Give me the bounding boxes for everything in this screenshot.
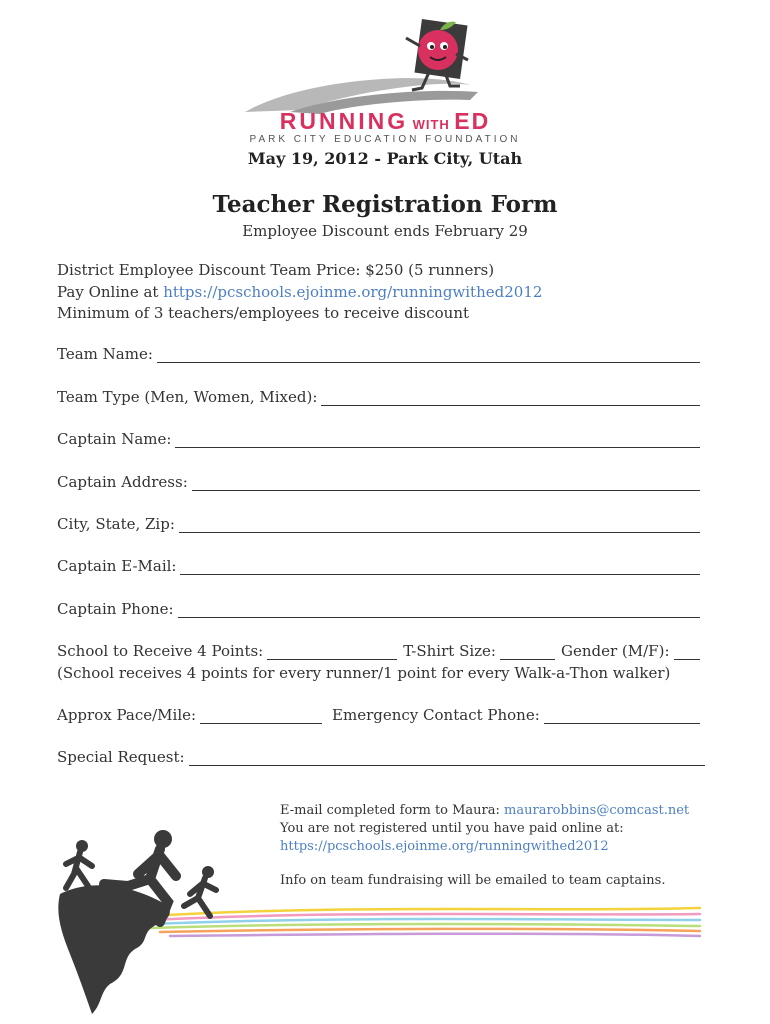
emergency-phone-input[interactable] bbox=[544, 709, 700, 724]
brand-with: WITH bbox=[412, 117, 450, 132]
team-name-field bbox=[57, 345, 700, 363]
team-name-label: Team Name: bbox=[57, 345, 153, 363]
captain-address-input[interactable] bbox=[192, 476, 700, 491]
school-points-note: (School receives 4 points for every runner/1 point for every Walk-a-Thon walker) bbox=[57, 664, 671, 682]
pay-online-line bbox=[57, 283, 542, 301]
price-line: District Employee Discount Team Price: $250 (5 runners) bbox=[57, 261, 495, 279]
runners-silhouette-graphic bbox=[0, 824, 770, 1024]
city-state-zip-field bbox=[57, 515, 700, 533]
captain-name-field bbox=[57, 430, 700, 448]
minimum-line: Minimum of 3 teachers/employees to receive discount bbox=[57, 304, 470, 322]
email-address-link[interactable]: maurarobbins@comcast.net bbox=[504, 803, 690, 818]
captain-name-label: Captain Name: bbox=[57, 430, 172, 448]
pay-online-link[interactable]: https://pcschools.ejoinme.org/runningwithed2012 bbox=[163, 283, 543, 301]
gender-label: Gender (M/F): bbox=[560, 642, 670, 660]
captain-address-field bbox=[57, 473, 700, 491]
team-name-input[interactable] bbox=[157, 348, 700, 363]
tshirt-size-input[interactable] bbox=[500, 645, 555, 660]
team-type-input[interactable] bbox=[321, 391, 700, 406]
approx-pace-label: Approx Pace/Mile: bbox=[57, 706, 197, 724]
school-tshirt-gender-row bbox=[57, 642, 700, 660]
discount-subtitle: Employee Discount ends February 29 bbox=[242, 222, 528, 240]
special-request-input[interactable] bbox=[189, 751, 705, 766]
captain-email-label: Captain E-Mail: bbox=[57, 557, 177, 575]
special-request-label: Special Request: bbox=[57, 748, 185, 766]
event-date: May 19, 2012 - Park City, Utah bbox=[247, 149, 523, 168]
team-type-field bbox=[57, 388, 700, 406]
school-points-label: School to Receive 4 Points: bbox=[57, 642, 264, 660]
gender-input[interactable] bbox=[674, 645, 701, 660]
emergency-phone-label: Emergency Contact Phone: bbox=[332, 706, 540, 724]
school-points-input[interactable] bbox=[267, 645, 397, 660]
fundraising-info: Info on team fundraising will be emailed to team captains. bbox=[280, 873, 666, 888]
approx-pace-input[interactable] bbox=[200, 709, 322, 724]
team-type-label: Team Type (Men, Women, Mixed): bbox=[57, 388, 318, 406]
captain-address-label: Captain Address: bbox=[57, 473, 188, 491]
brand-name bbox=[0, 108, 770, 135]
brand-ed: ED bbox=[454, 108, 491, 134]
city-state-zip-label: City, State, Zip: bbox=[57, 515, 175, 533]
email-line bbox=[280, 802, 689, 820]
pace-emergency-row bbox=[57, 706, 700, 724]
captain-phone-label: Captain Phone: bbox=[57, 600, 174, 618]
email-prefix: E-mail completed form to Maura: bbox=[280, 803, 505, 818]
city-state-zip-input[interactable] bbox=[179, 518, 700, 533]
captain-email-field bbox=[57, 557, 700, 575]
foundation-name: PARK CITY EDUCATION FOUNDATION bbox=[249, 134, 521, 145]
captain-email-input[interactable] bbox=[180, 560, 700, 575]
online-registration-link[interactable]: https://pcschools.ejoinme.org/runningwithed2012 bbox=[280, 839, 609, 854]
not-registered-line: You are not registered until you have paid online at: bbox=[280, 821, 624, 836]
captain-name-input[interactable] bbox=[175, 433, 700, 448]
page-title: Teacher Registration Form bbox=[212, 191, 558, 218]
captain-phone-input[interactable] bbox=[178, 603, 700, 618]
captain-phone-field bbox=[57, 600, 700, 618]
pay-online-prefix: Pay Online at bbox=[57, 283, 164, 301]
tshirt-size-label: T-Shirt Size: bbox=[403, 642, 496, 660]
brand-running: RUNNING bbox=[279, 108, 409, 134]
special-request-field bbox=[57, 748, 705, 766]
